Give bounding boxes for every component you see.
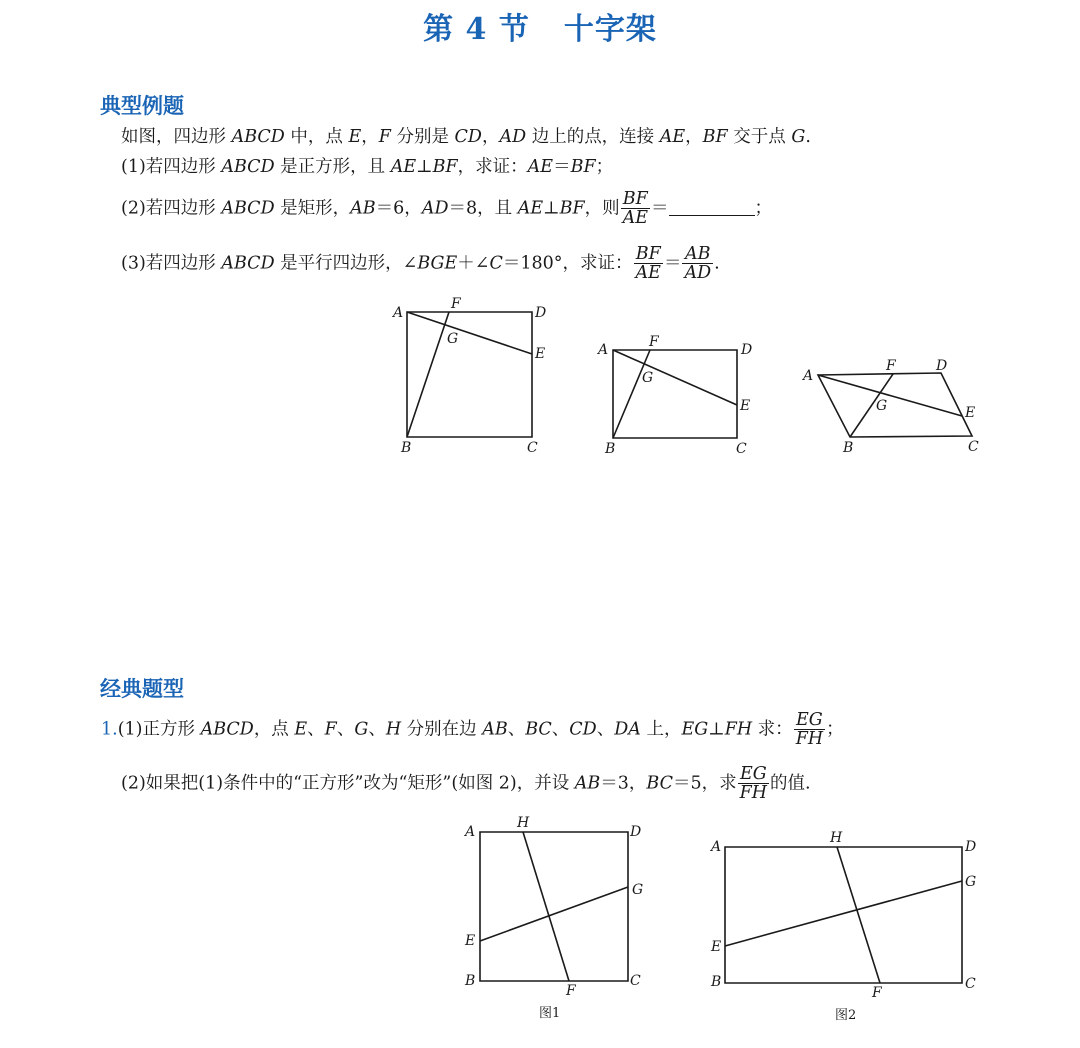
label-c: C <box>968 439 979 455</box>
figure-1-caption: 图1 <box>539 1006 561 1021</box>
figure-parallelogram <box>800 356 990 458</box>
label-d: D <box>965 839 977 855</box>
label-e: E <box>740 398 751 414</box>
label-a: A <box>598 342 609 358</box>
label-e: E <box>535 346 546 362</box>
label-e: E <box>465 933 476 949</box>
label-a: A <box>393 305 404 321</box>
square-abcd <box>480 832 628 981</box>
figure-square <box>390 296 560 458</box>
label-h: H <box>830 830 843 846</box>
label-g: G <box>642 370 654 386</box>
label-e: E <box>965 405 976 421</box>
label-a: A <box>803 368 814 384</box>
label-g: G <box>632 882 644 898</box>
label-d: D <box>630 824 642 840</box>
classic-q2: (2)如果把(1)条件中的“正方形”改为“矩形”(如图 2)，并设 AB＝3，BC＝5，求 $\frac{EG}{FH}$ 的值. <box>121 764 811 804</box>
segment-fh <box>837 847 880 983</box>
classic-q1: 1.(1)正方形 ABCD，点 E、F、G、H 分别在边 AB、BC、CD、DA 上，EG⊥FH 求： $\frac{EG}{FH}$ ； <box>101 710 844 750</box>
fraction-eg-fh: $\frac{EG}{FH}$ <box>739 764 768 804</box>
question-number: 1. <box>101 719 118 740</box>
label-d: D <box>741 342 753 358</box>
label-a: A <box>465 824 476 840</box>
segment-ae <box>818 375 962 416</box>
segment-eg <box>725 881 962 946</box>
label-d: D <box>535 305 547 321</box>
label-c: C <box>736 441 747 457</box>
page-title <box>0 4 1080 48</box>
example-q1: (1)若四边形 ABCD 是正方形，且 AE⊥BF，求证：AE＝BF； <box>121 157 614 177</box>
label-b: B <box>711 974 722 990</box>
label-g: G <box>447 331 459 347</box>
fraction-bf-ae: $\frac{BF}{AE}$ <box>635 244 661 284</box>
label-g: G <box>876 398 888 414</box>
label-c: C <box>630 973 641 989</box>
example-q2: (2)若四边形 ABCD 是矩形，AB＝6，AD＝8，且 AE⊥BF，则 $\frac{BF}{AE}$ ＝ ； <box>121 189 773 229</box>
label-d: D <box>936 358 948 374</box>
label-c: C <box>527 440 538 456</box>
label-b: B <box>465 973 476 989</box>
example-heading: 典型例题 <box>100 94 184 118</box>
label-a: A <box>711 839 722 855</box>
label-f: F <box>649 334 659 350</box>
label-f: F <box>566 983 576 999</box>
fraction-eg-fh: $\frac{EG}{FH}$ <box>795 710 824 750</box>
section-number: 第 4 节 <box>423 12 530 47</box>
figure-1-square <box>460 814 650 998</box>
label-f: F <box>872 985 882 1001</box>
classic-heading: 经典题型 <box>100 677 184 701</box>
segment-bf <box>407 312 449 437</box>
segment-bf <box>613 350 650 438</box>
square-abcd <box>407 312 532 437</box>
segment-ae <box>613 350 737 405</box>
label-g: G <box>965 874 977 890</box>
answer-blank <box>669 215 755 216</box>
figure-2-rectangle <box>706 826 986 1004</box>
label-e: E <box>711 939 722 955</box>
label-b: B <box>605 441 616 457</box>
segment-fh <box>523 832 569 981</box>
label-f: F <box>451 296 461 312</box>
label-b: B <box>401 440 412 456</box>
label-f: F <box>886 358 896 374</box>
label-c: C <box>965 976 976 992</box>
fraction-bf-ae: $\frac{BF}{AE}$ <box>622 189 649 229</box>
segment-ae <box>407 312 532 354</box>
parallelogram-abcd <box>818 373 972 437</box>
example-intro: 如图，四边形 ABCD 中，点 E，F 分别是 CD，AD 边上的点，连接 AE，BF 交于点 G. <box>121 127 811 147</box>
fraction-ab-ad: $\frac{AB}{AD}$ <box>684 244 712 284</box>
label-b: B <box>843 440 854 456</box>
figure-2-caption: 图2 <box>835 1008 857 1023</box>
figure-rectangle <box>596 334 761 459</box>
section-name: 十字架 <box>563 12 657 47</box>
example-q3: (3)若四边形 ABCD 是平行四边形，∠BGE＋∠C＝180°，求证： $\frac{BF}{AE}$ ＝ $\frac{AB}{AD}$ . <box>121 244 720 284</box>
label-h: H <box>517 815 530 831</box>
